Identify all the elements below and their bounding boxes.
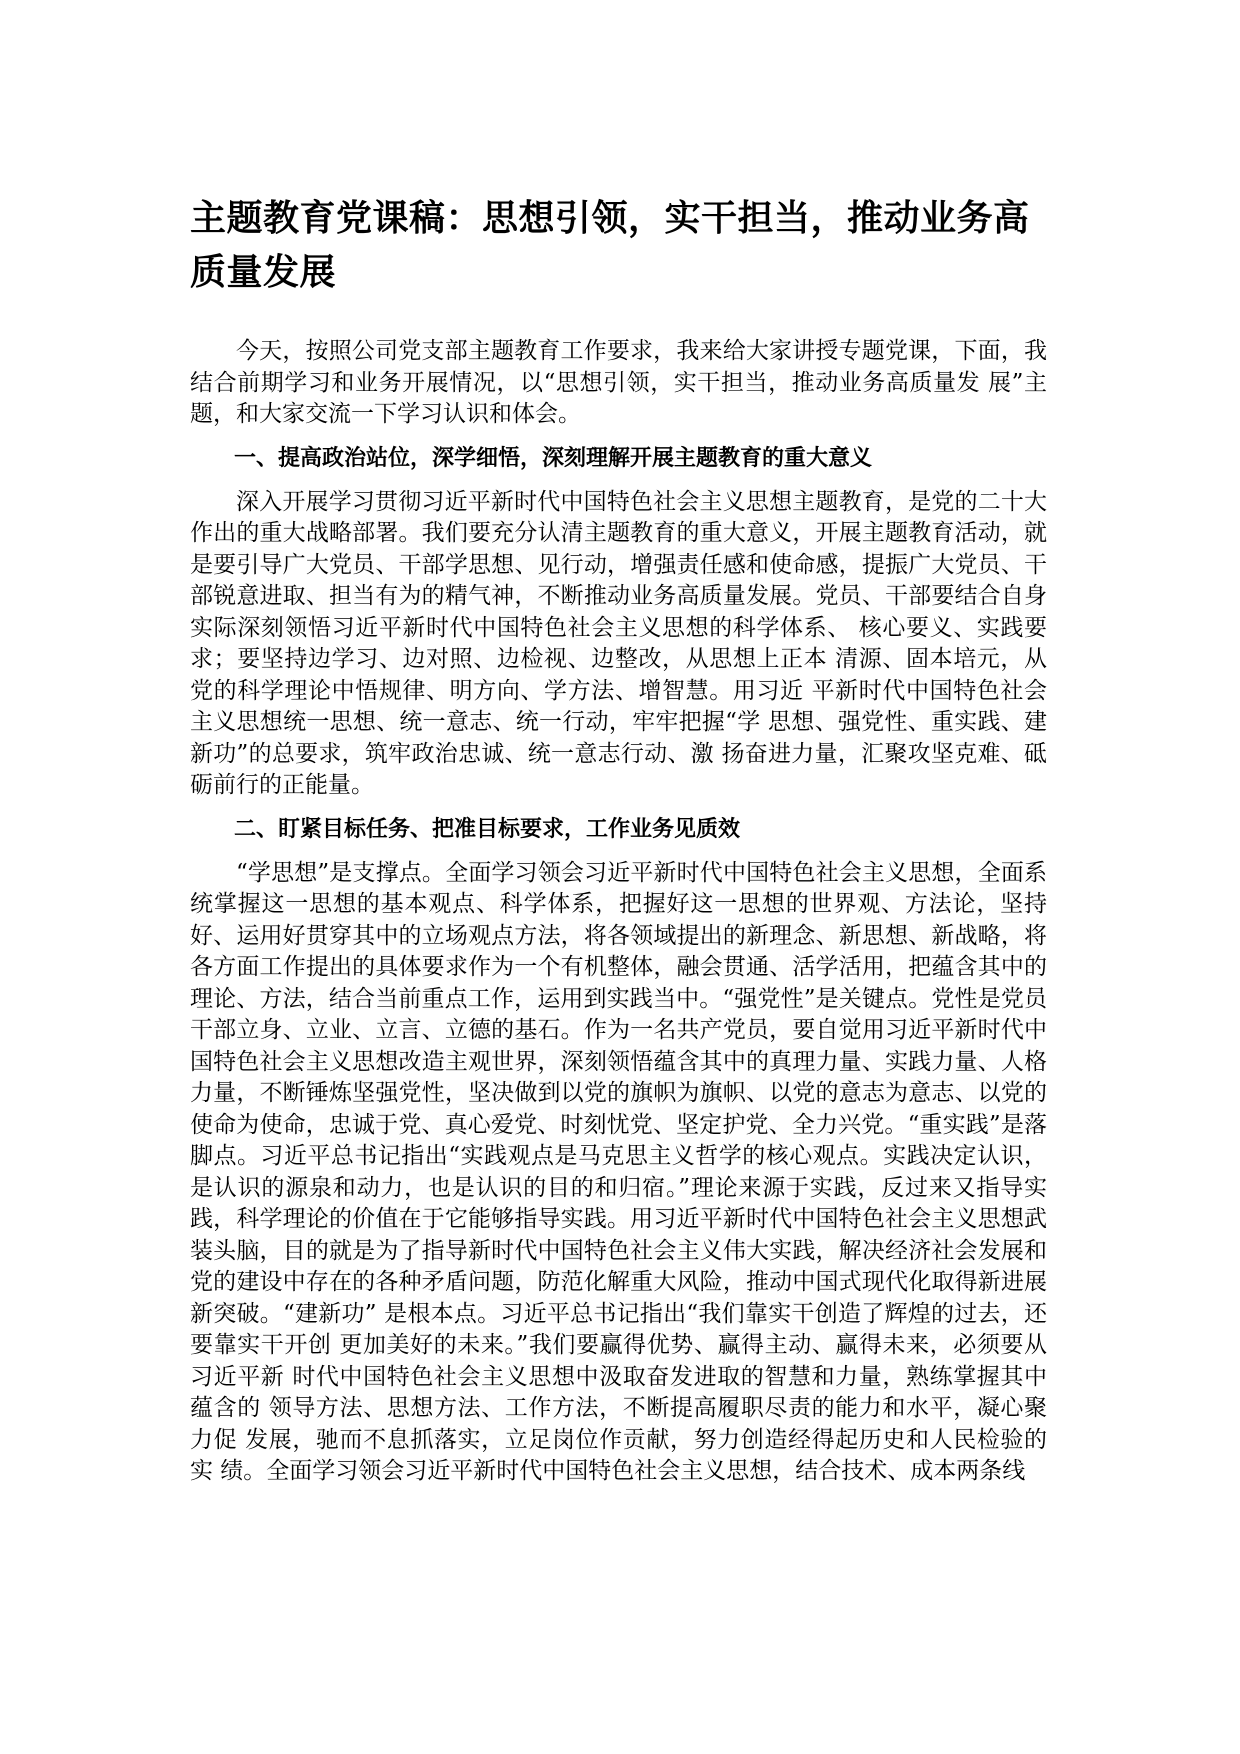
section-body: “学思想”是支撑点。全面学习领会习近平新时代中国特色社会主义思想，全面系统掌握这一思想的基本观点、科学体系，把握好这一思想的世界观、方法论，坚持好、运用好贯穿其中的立场观点方法，将各领域提出的新理念、新思想、新战略，将各方面工作提出的具体要求作为一个有机整体，融会贯通、活学活用，把蕴含其中的理论、方法，结合当前重点工作，运用到实践当中。“强党性”是关键点。党性是党员干部立身、立业、立言、立德的基石。作为一名共产党员，要自觉用习近平新时代中国特色社会主义思想改造主观世界，深刻领悟蕴含其中的真理力量、实践力量、人格力量，不断锤炼坚强党性，坚决做到以党的旗帜为旗帜、以党的意志为意志、以党的使命为使命，忠诚于党、真心爱党、时刻忧党、坚定护党、全力兴党。“重实践”是落脚点。习近平总书记指出“实践观点是马克思主义哲学的核心观点。实践决定认识，是认识的源泉和动力，也是认识的目的和归宿。”理论来源于实践，反过来又指导实践，科学理论的价值在于它能够指导实践。用习近平新时代中国特色社会主义思想武装头脑，目的就是为了指导新时代中国特色社会主义伟大实践，解决经济社会发展和党的建设中存在的各种矛盾问题，防范化解重大风险，推动中国式现代化取得新进展新突破。“建新功” 是根本点。习近平总书记指出“我们靠实干创造了辉煌的过去，还要靠实干开创 更加美好的未来。”我们要赢得优势、赢得主动、赢得未来，必须要从习近平新 时代中国特色社会主义思想中汲取奋发进取的智慧和力量，熟练掌握其中蕴含的 领导方法、思想方法、工作方法，不断提高履职尽责的能力和水平，凝心聚力促 发展，驰而不息抓落实，立足岗位作贡献，努力创造经得起历史和人民检验的实 绩。全面学习领会习近平新时代中国特色社会主义思想，结合技术、成本两条线 [190, 859, 1047, 1484]
document-page [190, 192, 1047, 1488]
document-title: 主题教育党课稿：思想引领，实干担当，推动业务高质量发展 [190, 198, 1030, 293]
section-heading: 二、盯紧目标任务、把准目标要求，工作业务见质效 [234, 816, 741, 842]
section-heading: 一、提高政治站位，深学细悟，深刻理解开展主题教育的重大意义 [234, 445, 873, 471]
section-body: 深入开展学习贯彻习近平新时代中国特色社会主义思想主题教育，是党的二十大作出的重大战略部署。我们要充分认清主题教育的重大意义，开展主题教育活动，就是要引导广大党员、干部学思想、见行动，增强责任感和使命感，提振广大党员、干部锐意进取、担当有为的精气神，不断推动业务高质量发展。党员、干部要结合自身实际深刻领悟习近平新时代中国特色社会主义思想的科学体系、 核心要义、实践要求；要坚持边学习、边对照、边检视、边整改，从思想上正本 清源、固本培元，从党的科学理论中悟规律、明方向、学方法、增智慧。用习近 平新时代中国特色社会主义思想统一思想、统一意志、统一行动，牢牢把握“学 思想、强党性、重实践、建新功”的总要求，筑牢政治忠诚、统一意志行动、激 扬奋进力量，汇聚攻坚克难、砥砺前行的正能量。 [190, 488, 1047, 798]
intro-paragraph: 今天，按照公司党支部主题教育工作要求，我来给大家讲授专题党课，下面，我结合前期学习和业务开展情况，以“思想引领，实干担当，推动业务高质量发 展”主题，和大家交流一下学习认识和体会。 [190, 338, 1047, 427]
section-1 [190, 443, 1047, 802]
section-2 [190, 814, 1047, 1488]
